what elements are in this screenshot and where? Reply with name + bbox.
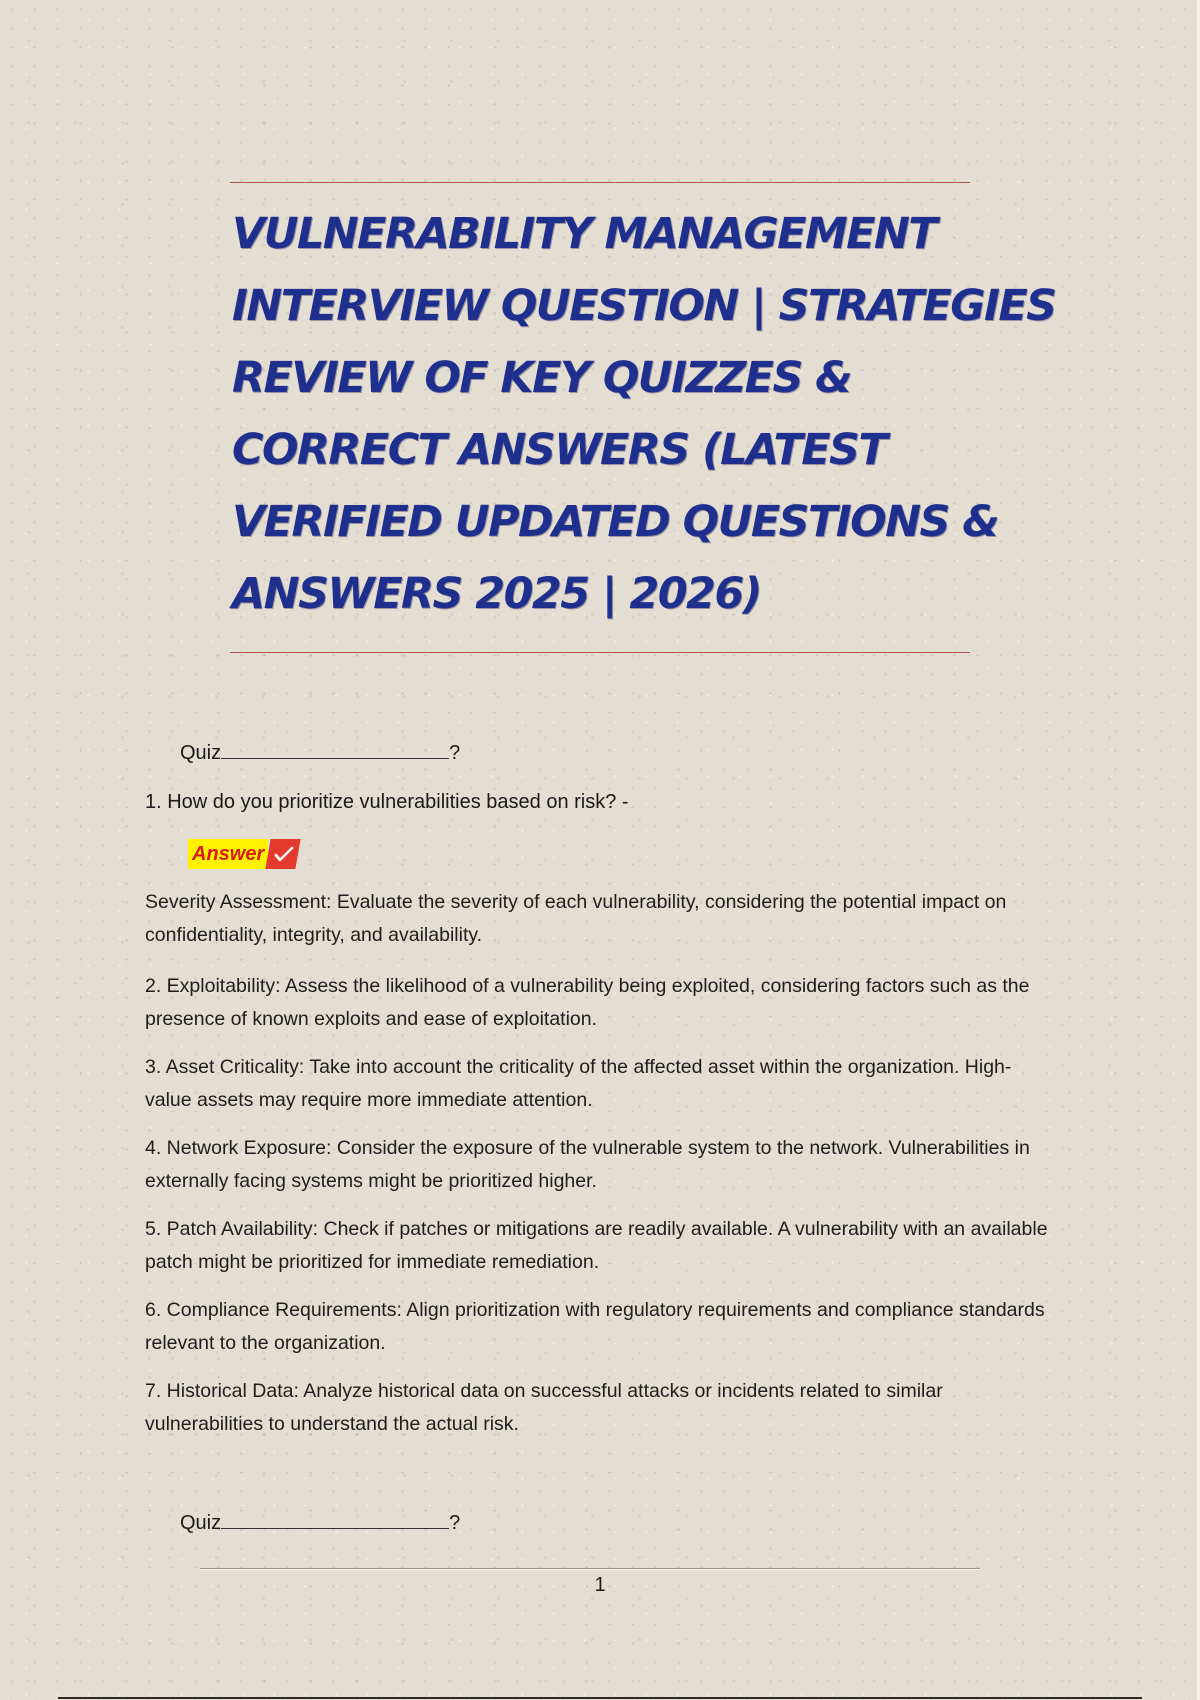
answer-paragraph: 7. Historical Data: Analyze historical data on successful attacks or incidents related to similar vulnerabilities to understand the actual risk. [145,1380,943,1435]
quiz-heading [180,740,460,765]
quiz-label: Quiz [180,742,222,764]
question-1: 1. How do you prioritize vulnerabilities based on risk? - [145,791,629,813]
title-bottom-rule [230,652,970,653]
answer-paragraph: 4. Network Exposure: Consider the exposure of the vulnerable system to the network. Vulnerabilities in externally facing systems might be prioritized higher. [145,1137,1030,1192]
title-line: ANSWERS 2025 | 2026) [232,569,761,619]
title-line: VERIFIED UPDATED QUESTIONS & [232,497,999,547]
answer-paragraph: Severity Assessment: Evaluate the severity of each vulnerability, considering the potential impact on confidentiality, integrity, and availability. [145,891,1007,946]
quiz-heading [180,1510,460,1535]
answer-paragraph: 2. Exploitability: Assess the likelihood of a vulnerability being exploited, considering factors such as the presence of known exploits and ease of exploitation. [145,975,1030,1030]
footer-rule [200,1568,980,1569]
quiz-suffix: ? [449,742,461,764]
answer-paragraph: 5. Patch Availability: Check if patches or mitigations are readily available. A vulnerability with an available patch might be prioritized for immediate remediation. [145,1218,1048,1273]
document-title [232,198,1056,630]
page-bottom-rule [58,1697,1142,1699]
quiz-label: Quiz [180,1512,222,1534]
title-line: CORRECT ANSWERS (LATEST [232,425,887,475]
quiz-blank [221,1510,449,1529]
title-line: VULNERABILITY MANAGEMENT [232,209,937,259]
quiz-blank [221,740,449,759]
answer-badge [188,838,298,870]
title-line: REVIEW OF KEY QUIZZES & [232,353,852,403]
quiz-suffix: ? [449,1512,461,1534]
answer-label: Answer [188,839,268,869]
answer-paragraph: 6. Compliance Requirements: Align prioritization with regulatory requirements and compliance standards relevant to the organization. [145,1299,1045,1354]
answer-paragraph: 3. Asset Criticality: Take into account the criticality of the affected asset within the organization. High-value assets may require more immediate attention. [145,1056,1012,1111]
page-number: 1 [594,1574,606,1596]
check-icon [266,839,301,869]
title-line: INTERVIEW QUESTION | STRATEGIES [232,281,1056,331]
title-top-rule [230,182,970,183]
